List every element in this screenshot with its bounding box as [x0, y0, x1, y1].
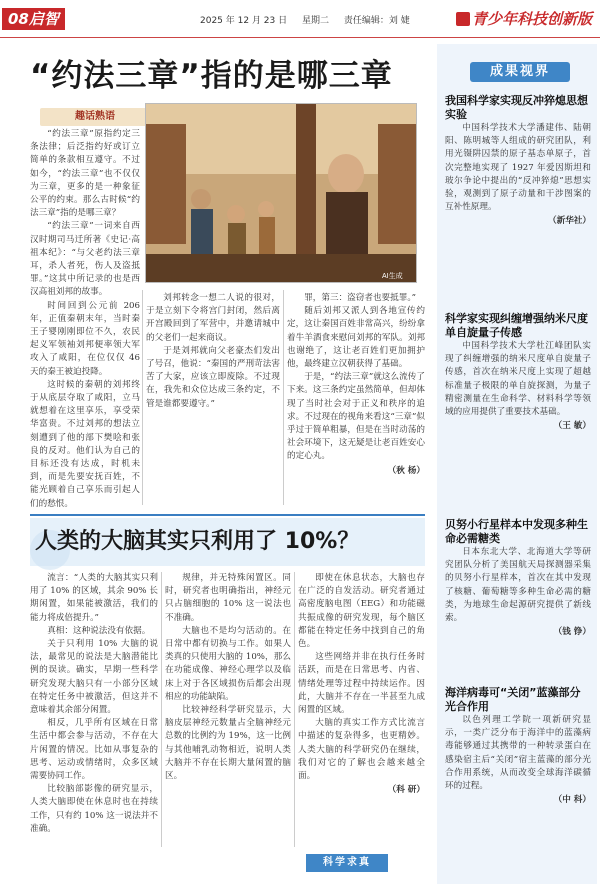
article1-paragraph: 刘邦转念一想二人说的很对，于是立刻下令将宫门封闭，然后离开宫殿回到了军营中，并邀请城中的父老们一起来商议。 [146, 293, 280, 343]
sidebar-story-signature: （王 敏） [553, 421, 591, 432]
article1-signature: （秋 杨） [387, 465, 425, 476]
article1-title: “约法三章”指的是哪三章 [30, 58, 393, 94]
article2-signature: （科 研） [387, 785, 425, 796]
article2-title: 人类的大脑其实只利用了 10%？ [35, 529, 360, 554]
column-divider [294, 572, 295, 847]
article1-paragraph: “约法三章”一词来自西汉时期司马迁所著《史记·高祖本纪》：“与父老约法三章耳，杀人者死，伤人及盗抵罪。”这其中所记录的也是西汉高祖刘邦的故事。 [30, 221, 140, 298]
sidebar-story-signature: （钱 铮） [553, 627, 591, 638]
sidebar-story-title: 海洋病毒可“关闭”蓝藻部分光合作用 [445, 686, 581, 713]
column-divider [161, 572, 162, 847]
column-divider [283, 290, 284, 505]
issue-meta [200, 13, 422, 26]
sidebar-section-badge: 成果视界 [470, 62, 570, 82]
article2-paragraph: 比较神经科学研究显示，大脑皮层神经元数量占全脑神经元总数的比例约为 19%，这一比例与其他哺乳动物相近，说明人类大脑并不存在长期大量闲置的脑区。 [165, 705, 291, 782]
page-number-label: 08启智 [2, 8, 65, 30]
editor-credit: 责任编辑：刘 婕 [343, 16, 410, 26]
article2-footer-badge: 科学求真 [306, 854, 388, 872]
article1-paragraph: 罪，第三：盗窃者也要抵罪。” [304, 293, 417, 303]
article1-paragraph: 随后刘邦又派人到各地宣传约定，这让秦国百姓非常高兴，纷纷拿着牛羊酒食来慰问刘邦的军队。刘邦也谢绝了，这让老百姓们更加拥护他，最终建立汉朝获得了基础。 [287, 306, 425, 370]
article2-paragraph: 真相：这种说法没有依据。 [47, 625, 151, 636]
sidebar-story-title: 我国科学家实现反冲猝熄思想实验 [445, 94, 588, 121]
sidebar-story-body: 日本东北大学、北海道大学等研究团队分析了美国航天局探测器采集的贝努小行星样本，首次在其中发现了核糖、葡萄糖等多种生命必需的糖类，为地球生命起源研究提供了新线索。 [445, 547, 591, 624]
sidebar-story-signature: （新华社） [548, 216, 591, 227]
article1-illustration [145, 103, 417, 283]
article2-paragraph: 关于只利用 10% 大脑的说法，最常见的说法是大脑潜能比例的误读。确实，早期一些科学研究发现大脑只有一小部分区域在特定任务中被激活，但这并不意味着其余部分闲置。 [30, 639, 158, 716]
article2-column-2 [165, 572, 291, 852]
article2-paragraph: 大脑的真实工作方式比流言中描述的复杂得多，也更精妙。人类大脑的科学研究仍在继续，我们对它的了解也会越来越全面。 [298, 718, 425, 782]
article1-column-2 [146, 292, 280, 507]
sidebar-story-title: 贝努小行星样本中发现多种生命必需糖类 [445, 518, 588, 545]
sidebar-story-body: 以色列理工学院一项新研究显示，一类广泛分布于海洋中的蓝藻病毒能够通过其携带的一种转录蛋白在感染宿主后“关闭”宿主蓝藻的部分光合作用系统，从而改变全球海洋碳循环的过程。 [445, 715, 591, 792]
sidebar-story-body: 中国科学技术大学杜江峰团队实现了纠缠增强的纳米尺度单自旋量子传感，首次在纳米尺度上实现了超越标准量子极限的单自旋探测，为量子精密测量在生命科学、材料科学等领域的应用提供了重要技术基础。 [445, 341, 591, 418]
article2-paragraph: 规律，并无特殊闲置区。同时，研究者也明确指出，神经元只占脑细胞的 10% 这一说法也不准确。 [165, 573, 291, 623]
brand-title: 青少年科技创新版 [471, 10, 592, 28]
section-divider [30, 514, 425, 516]
article1-section-badge: 趣话熟语 [40, 108, 150, 126]
sidebar-story-title: 科学家实现纠缠增强纳米尺度单自旋量子传感 [445, 312, 588, 339]
article2-paragraph: 比较脑部影像的研究显示，人类大脑即使在休息时也在持续工作，只有约 10% 这一说法并不准确。 [30, 784, 158, 834]
article2-paragraph: 即使在休息状态，大脑也存在广泛的自发活动。研究者通过高密度脑电图（EEG）和功能磁共振成像的研究发现，每个脑区都能在特定任务中找到自己的角色。 [298, 573, 425, 650]
issue-date: 2025 年 12 月 23 日 [200, 16, 288, 26]
article1-column-3 [287, 292, 425, 512]
sidebar-story [445, 94, 591, 294]
image-caption: AI生成 [382, 273, 403, 280]
article2-column-1 [30, 572, 158, 852]
article2-column-3 [298, 572, 425, 850]
page-header [0, 0, 600, 38]
historical-scene-image [146, 104, 417, 283]
article1-paragraph: 这时候的秦朝的刘邦终于从底层夺取了咸阳，立马就想着在这里享乐，享受荣华富贵。不过刘邦的想法立刻遭到了他的部下樊哙和张良的反对。他们认为自己的目标还没有达成，时机未到，而是先要安抚百姓，不能光顾着自己享乐而引起人们的愁恨。 [30, 379, 140, 508]
column-divider [142, 290, 143, 505]
article1-paragraph: 于是，“约法三章”就这么流传了下来。这三条约定虽然简单，但却体现了当时社会对于正义和秩序的追求。不过现在的视角来看这“三章”似乎过于简单粗暴，但是在当时动荡的社会环境下，这无疑是让老百姓安心的定心丸。 [287, 372, 425, 462]
article1-paragraph: 时间回到公元前 206 年，正值秦朝末年，当时秦王子婴刚刚即位不久，农民起义军领袖刘邦便率领大军攻入了咸阳，在位仅仅 46 天的秦王被迫投降。 [30, 300, 140, 377]
sidebar-story-body: 中国科学技术大学潘建伟、陆朝阳、陈明城等人组成的研究团队，利用光镊阱囚禁的原子基态单原子，首次完整地实现了 1927 年爱因斯坦和玻尔争论中提出的“反冲猝熄”思想实验，观测到了原子动量和干涉图案的互补性原理。 [445, 123, 591, 213]
sidebar-story [445, 518, 591, 678]
issue-weekday: 星期二 [302, 16, 330, 26]
sidebar-story [445, 312, 591, 512]
article2-paragraph: 大脑也不是均匀活动的。在日常中都有切换与工作。如果人类真的只使用大脑的 10%，那么在功能成像、神经心理学以及临床上对于各区域损伤后都会出现相应的功能缺陷。 [165, 625, 291, 702]
article2-paragraph: 这些网络并非在执行任务时活跃，而是在日常思考、内省、情绪处理等过程中持续运作。因此，大脑并不存在一半甚至九成闲置的区域。 [298, 652, 425, 716]
sidebar-story-signature: （中 科） [553, 795, 591, 806]
article2-paragraph: 相反，几乎所有区域在日常生活中都会参与活动，不存在大片闲置的情况。比如从事复杂的思考、运动或情绪时，众多区域需要协同工作。 [30, 718, 158, 782]
article1-paragraph: “约法三章”原指约定三条法律；后泛指约好或订立简单的条款相互遵守。不过如今，“约法三章”也不仅仅为三章，更多的是一种象征公平的约束。那么古时候“约法三章”指的是哪三章？ [30, 129, 140, 219]
sidebar-story [445, 686, 591, 876]
article1-paragraph: 于是刘邦就向父老豪杰们发出了号召，他说：“秦国的严刑苛法害苦了大家，应该立即废除。不过现在，我先和众位达成三条约定，不管是谁都要遵守。” [146, 345, 280, 409]
brand-logo-icon [456, 12, 470, 26]
article2-paragraph: 流言：“人类的大脑其实只利用了 10% 的区域，其余 90% 长期闲置，如果能被激活，我们的能力将成倍提升。” [30, 573, 158, 623]
newspaper-brand [456, 8, 592, 29]
article1-column-1 [30, 128, 140, 508]
